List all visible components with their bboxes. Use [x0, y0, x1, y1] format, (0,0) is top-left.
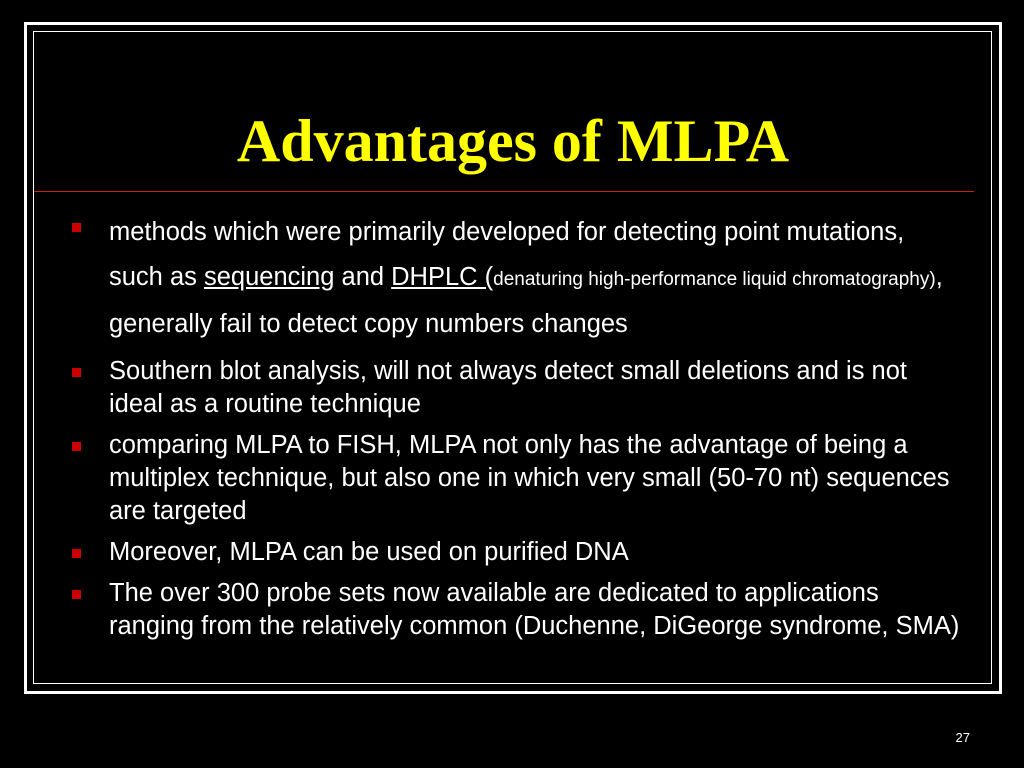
bullet-text: comparing MLPA to FISH, MLPA not only has the advantage of being a multiplex technique, but also one in which very small (50-70 nt) sequences are targeted: [109, 431, 950, 525]
square-bullet-icon: [72, 549, 81, 558]
dhplc-link[interactable]: DHPLC (: [391, 263, 494, 291]
bullet-text: Southern blot analysis, will not always detect small deletions and is not ideal as a routine technique: [109, 357, 908, 418]
bullet-text-part: , generally fail to detect copy numbers changes: [109, 263, 943, 338]
square-bullet-icon: [72, 223, 81, 232]
bullet-text-part: and: [334, 263, 392, 291]
dhplc-definition: denaturing high-performance liquid chromatography): [493, 269, 936, 290]
page-number: 27: [955, 730, 970, 745]
square-bullet-icon: [72, 590, 81, 599]
bullet-item-purified-dna: [68, 536, 960, 569]
bullet-text: [109, 218, 943, 338]
bullet-item-southern-blot: [68, 355, 960, 421]
bullet-item-fish-comparison: [68, 429, 960, 528]
title-divider: [34, 191, 974, 192]
bullet-text: The over 300 probe sets now available are dedicated to applications ranging from the relatively common (Duchenne, DiGeorge syndrome, SMA): [109, 579, 960, 640]
bullet-list: [68, 210, 960, 651]
sequencing-link[interactable]: sequencing: [203, 263, 335, 291]
square-bullet-icon: [72, 368, 81, 377]
bullet-item-methods: [68, 210, 960, 347]
slide-title: Advantages of MLPA: [236, 108, 790, 174]
square-bullet-icon: [72, 442, 81, 451]
bullet-text-part: methods which were primarily developed for detecting point mutations, such as: [109, 218, 905, 291]
bullet-item-probe-sets: [68, 577, 960, 643]
bullet-text: Moreover, MLPA can be used on purified DNA: [109, 538, 629, 566]
